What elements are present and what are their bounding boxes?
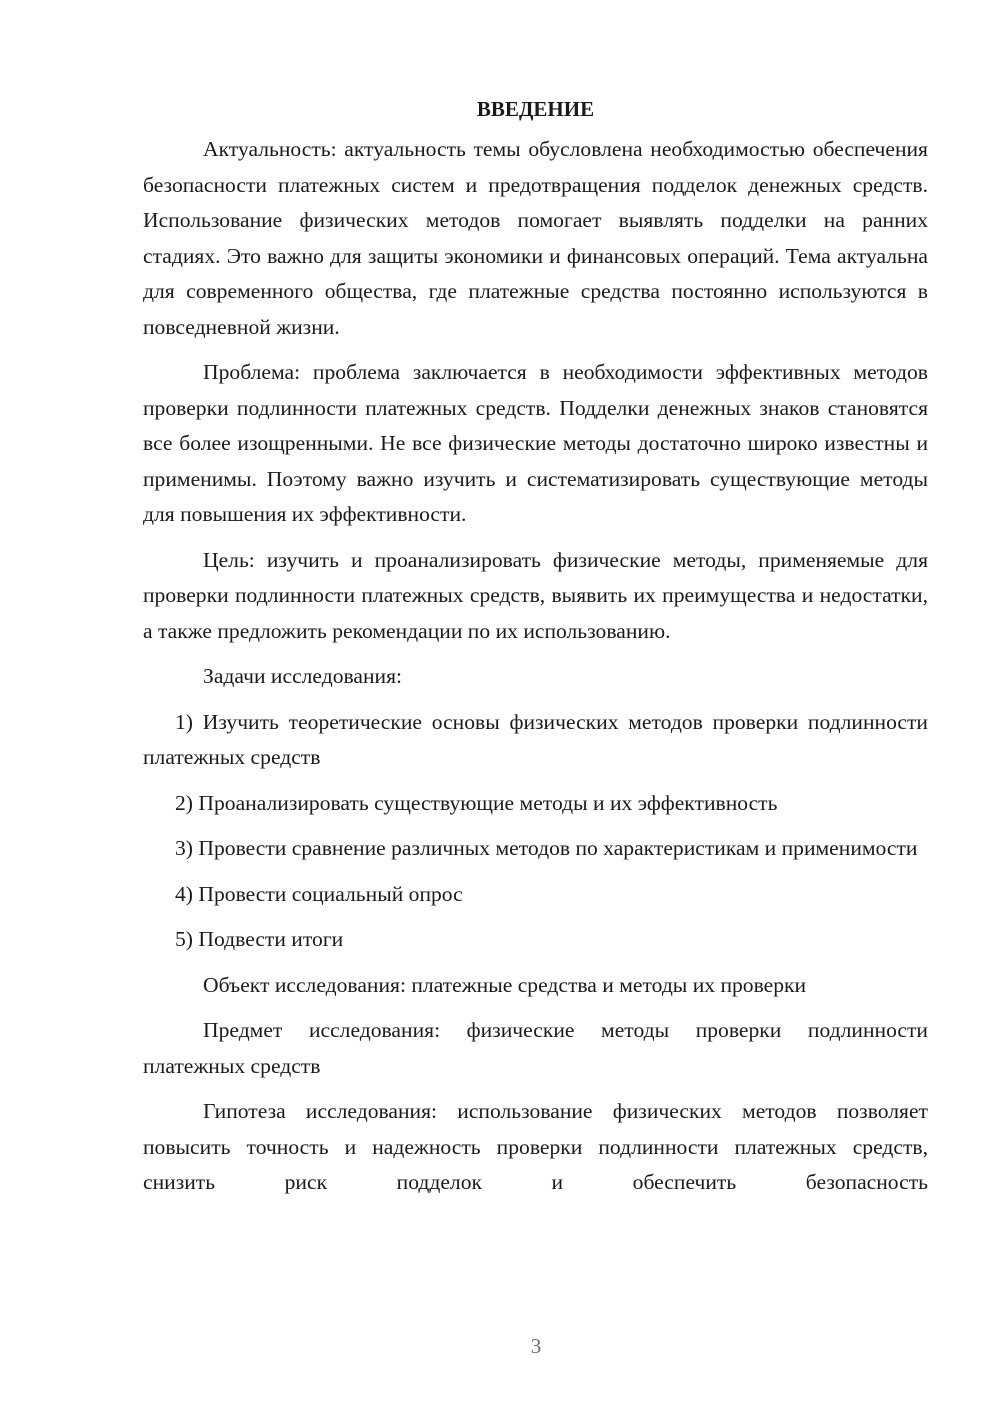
paragraph-relevance: Актуальность: актуальность темы обусловлена необходимостью обеспечения безопасности платежных систем и предотвращения подделок денежных средств. Использование физических методов помогает выявлять подделки на ранних стадиях. Это важно для защиты экономики и финансовых операций. Тема актуальна для современного общества, где платежные средства постоянно используются в повседневной жизни. bbox=[143, 137, 928, 339]
paragraph-problem: Проблема: проблема заключается в необходимости эффективных методов проверки подлинности платежных средств. Подделки денежных знаков становятся все более изощренными. Не все физические методы достаточно широко известны и применимы. Поэтому важно изучить и систематизировать существующие методы для повышения их эффективности. bbox=[143, 360, 928, 526]
document-page bbox=[143, 92, 928, 1211]
paragraph-object: Объект исследования: платежные средства и методы их проверки bbox=[203, 972, 807, 997]
paragraph-goal: Цель: изучить и проанализировать физические методы, применяемые для проверки подлинности платежных средств, выявить их преимущества и недостатки, а также предложить рекомендации по их использованию. bbox=[143, 547, 928, 643]
list-item: 5) Подвести итоги bbox=[175, 927, 344, 951]
list-item: 1) Изучить теоретические основы физических методов проверки подлинности платежных средств bbox=[143, 709, 928, 769]
paragraph-hypothesis: Гипотеза исследования: использование физических методов позволяет повысить точность и надежность проверки подлинности платежных средств, снизить риск подделок и обеспечить безопасность bbox=[143, 1099, 928, 1194]
page-number: 3 bbox=[530, 1334, 542, 1358]
list-item: 2) Проанализировать существующие методы и их эффективность bbox=[175, 790, 778, 815]
page-title: ВВЕДЕНИЕ bbox=[476, 97, 595, 121]
paragraph-subject: Предмет исследования: физические методы проверки подлинности платежных средств bbox=[143, 1018, 928, 1078]
list-item: 3) Провести сравнение различных методов по характеристикам и применимости bbox=[175, 836, 918, 860]
list-item: 4) Провести социальный опрос bbox=[175, 881, 463, 906]
paragraph-tasks-title: Задачи исследования: bbox=[203, 664, 403, 688]
